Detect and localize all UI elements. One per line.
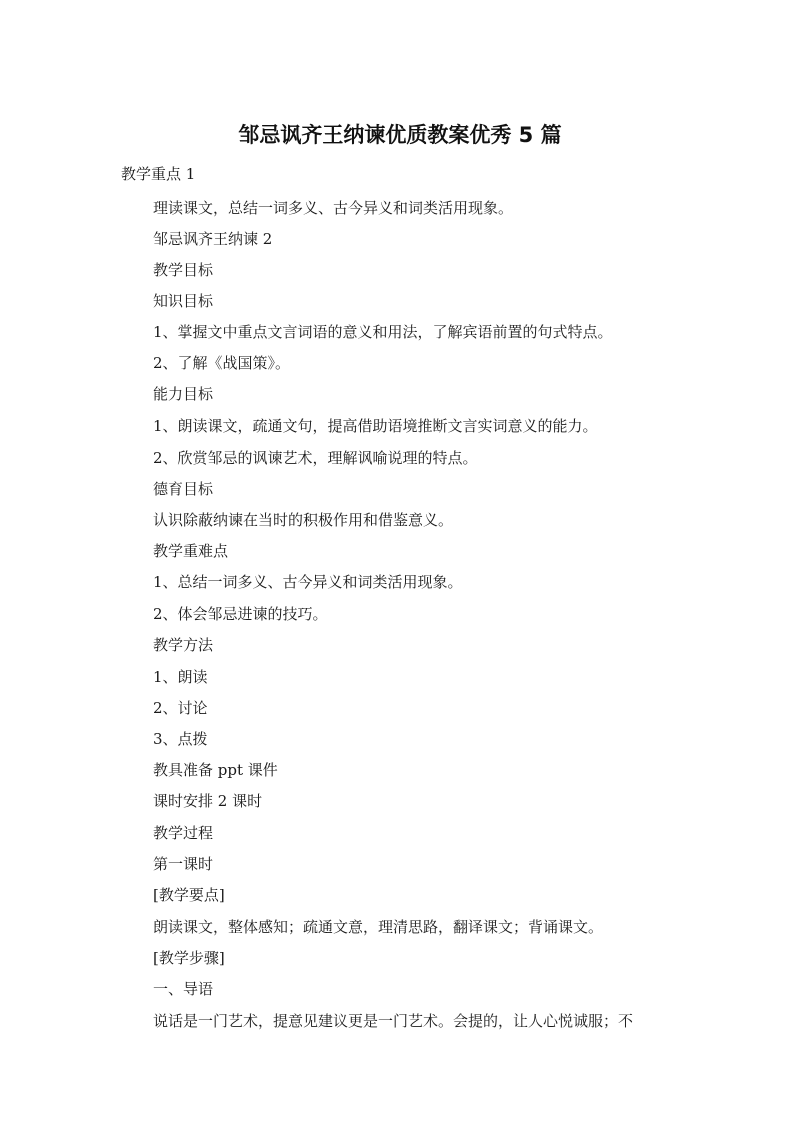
section-heading: 邹忌讽齐王纳谏 2 bbox=[153, 230, 273, 248]
text-line-teaching-focus: 教学重点 1 bbox=[121, 165, 196, 183]
text-line: 能力目标 bbox=[153, 385, 214, 403]
text-line: [教学要点] bbox=[153, 886, 225, 904]
text-line: 教学目标 bbox=[153, 261, 214, 279]
text-line: 1、总结一词多义、古今异义和词类活用现象。 bbox=[153, 573, 463, 591]
text-line: 认识除蔽纳谏在当时的积极作用和借鉴意义。 bbox=[153, 511, 454, 529]
text-line: 2、了解《战国策》。 bbox=[153, 354, 291, 372]
text-line: 2、欣赏邹忌的讽谏艺术，理解讽喻说理的特点。 bbox=[153, 449, 478, 467]
text-line: 理读课文，总结一词多义、古今异义和词类活用现象。 bbox=[153, 199, 514, 217]
text-line: 教具准备 ppt 课件 bbox=[153, 761, 278, 779]
text-line: [教学步骤] bbox=[153, 949, 225, 967]
text-line: 1、朗读 bbox=[153, 668, 208, 686]
text-line: 第一课时 bbox=[153, 855, 214, 873]
text-line: 2、体会邹忌进谏的技巧。 bbox=[153, 605, 328, 623]
text-line: 教学过程 bbox=[153, 824, 214, 842]
text-line: 朗读课文，整体感知；疏通文意，理清思路，翻译课文；背诵课文。 bbox=[153, 918, 604, 936]
text-line: 一、导语 bbox=[153, 980, 214, 998]
text-line: 教学重难点 bbox=[153, 542, 229, 560]
text-line: 说话是一门艺术，提意见建议更是一门艺术。会提的，让人心悦诚服；不 bbox=[153, 1012, 634, 1030]
text-line: 课时安排 2 课时 bbox=[153, 792, 263, 810]
text-line: 教学方法 bbox=[153, 636, 214, 654]
text-line: 知识目标 bbox=[153, 292, 214, 310]
text-line: 3、点拨 bbox=[153, 730, 208, 748]
text-line: 德育目标 bbox=[153, 480, 214, 498]
text-line: 2、讨论 bbox=[153, 699, 208, 717]
text-line: 1、掌握文中重点文言词语的意义和用法，了解宾语前置的句式特点。 bbox=[153, 323, 613, 341]
document-title: 邹忌讽齐王纳谏优质教案优秀 5 篇 bbox=[238, 123, 562, 147]
text-line: 1、朗读课文，疏通文句，提高借助语境推断文言实词意义的能力。 bbox=[153, 417, 598, 435]
